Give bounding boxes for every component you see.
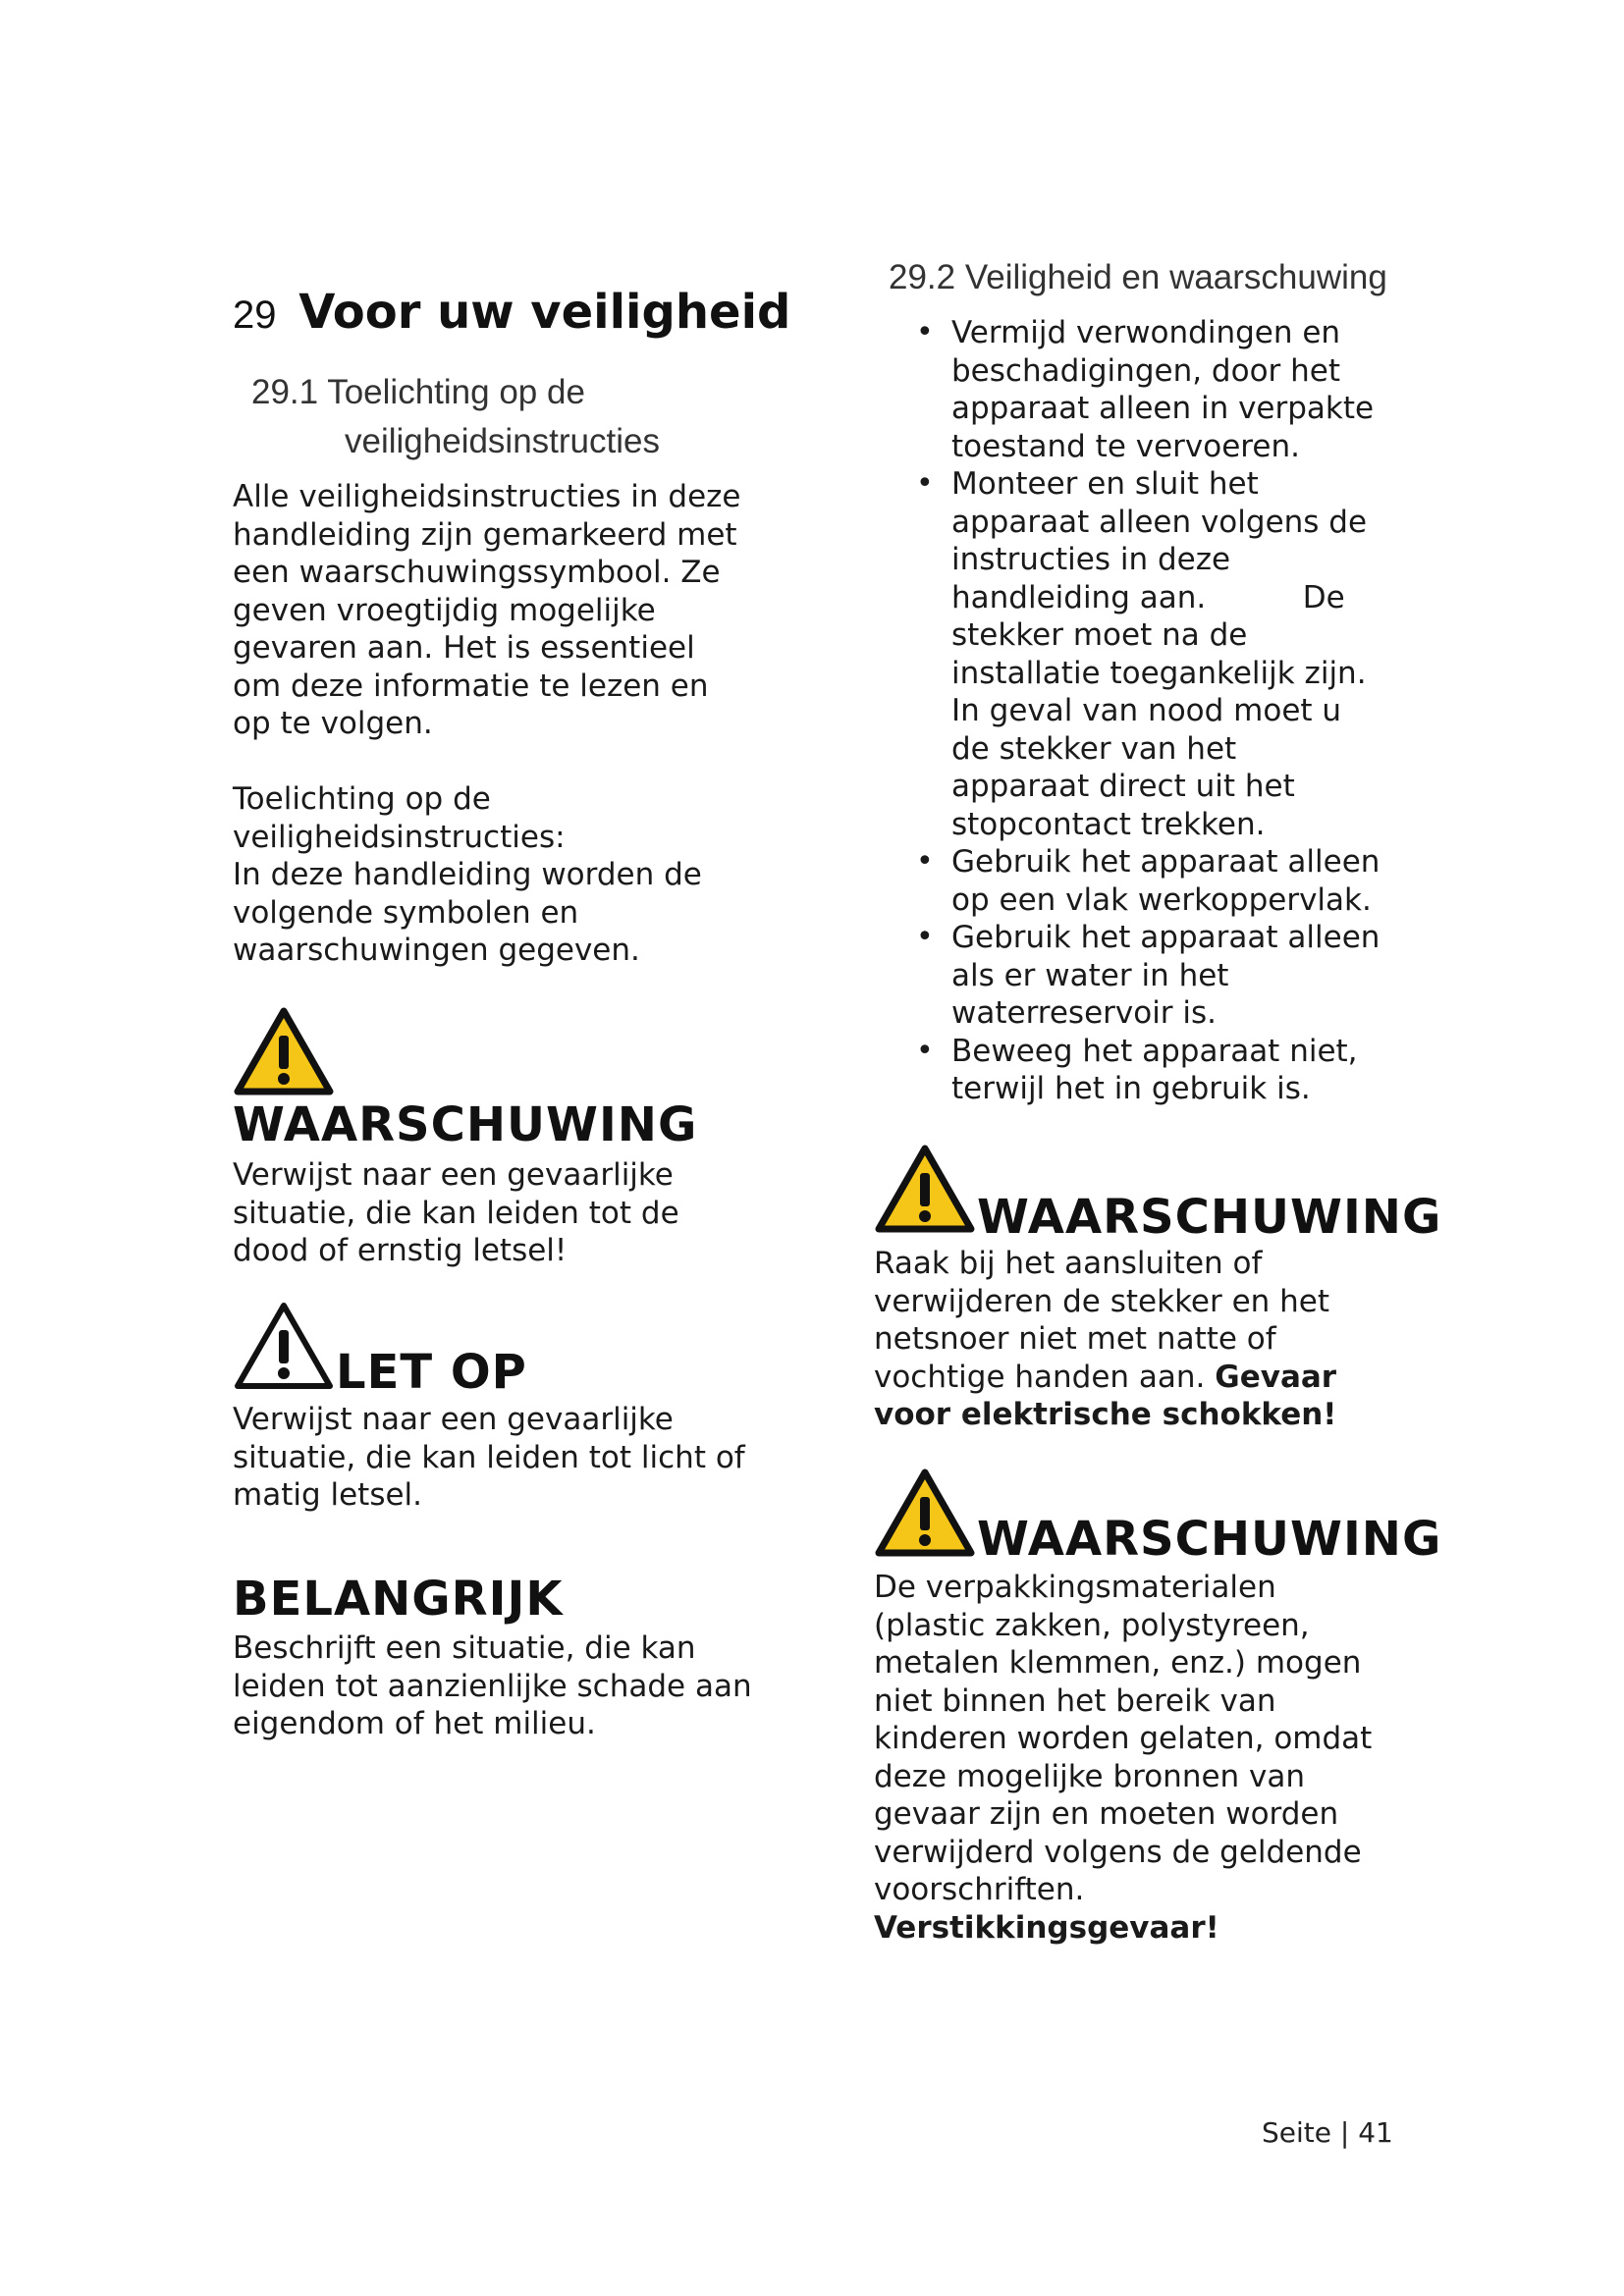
bullet-item: • Gebruik het apparaat alleen als er water in het waterreservoir is. — [889, 919, 1438, 1033]
subsection-heading — [251, 368, 660, 466]
bullet-item: • Beweeg het apparaat niet, terwijl het in gebruik is. — [889, 1033, 1438, 1108]
caution-description: Verwijst naar een gevaarlijke situatie, die kan leiden tot licht of matig letsel. — [233, 1402, 745, 1513]
intro-paragraph: Alle veiligheidsinstructies in deze handleiding zijn gemarkeerd met een waarschuwingssymbool. Ze geven vroegtijdig mogelijke gevaren aan. Het is essentieel om deze informatie te lezen en op te volgen. — [233, 479, 741, 741]
safety-bullet-list — [889, 314, 1438, 1108]
footer-label: Seite — [1262, 2116, 1331, 2149]
warning-1-description: Raak bij het aansluiten of verwijderen de stekker en het netsnoer niet met natte of vochtige handen aan. Gevaar voor elektrische schokken! — [874, 1246, 1337, 1432]
important-description: Beschrijft een situatie, die kan leiden tot aanzienlijke schade aan eigendom of het milieu. — [233, 1630, 752, 1741]
bullet-item: • Vermijd verwondingen en beschadigingen, door het apparaat alleen in verpakte toestand te vervoeren. — [889, 314, 1438, 465]
important-title: BELANGRIJK — [233, 1572, 564, 1627]
subsection-number: 29.1 — [251, 373, 319, 411]
warning-description: Verwijst naar een gevaarlijke situatie, die kan leiden tot de dood of ernstig letsel! — [233, 1157, 679, 1268]
warning-2-description: De verpakkingsmaterialen (plastic zakken, polystyreen, metalen klemmen, enz.) mogen niet binnen het bereik van kinderen worden gelaten, omdat deze mogelijke bronnen van gevaar zijn en moeten worden verwijderd volgens de geldende voorschriften. Verstikkingsgevaar! — [874, 1570, 1373, 1946]
warning-2-title: WAARSCHUWING — [977, 1512, 1442, 1567]
warning-triangle-yellow-icon — [233, 1006, 335, 1096]
caution-triangle-outline-icon — [233, 1301, 335, 1391]
page-number: 41 — [1358, 2116, 1393, 2149]
warning-triangle-yellow-icon — [874, 1144, 976, 1234]
section-title: Voor uw veiligheid — [298, 285, 791, 340]
subsection-title-line1: Toelichting op de — [327, 373, 585, 411]
warning-1-title: WAARSCHUWING — [977, 1190, 1442, 1245]
section-number: 29 — [233, 294, 277, 337]
explain-paragraph: Toelichting op de veiligheidsinstructies: In deze handleiding worden de volgende symbolen en waarschuwingen gegeven. — [233, 781, 702, 968]
warning-title: WAARSCHUWING — [233, 1097, 698, 1152]
subsection-title-line2: veiligheidsinstructies — [345, 422, 660, 460]
footer-separator: | — [1339, 2116, 1350, 2149]
warning-triangle-yellow-icon — [874, 1468, 976, 1558]
subsection-heading-29-2: 29.2 Veiligheid en waarschuwing — [889, 258, 1387, 296]
bullet-item: • Monteer en sluit het apparaat alleen volgens de instructies in deze handleiding aan. De stekker moet na de installatie toegankelijk zijn. In geval van nood moet u de stekker van het apparaat direct uit het stopcontact trekken. — [889, 465, 1438, 843]
bullet-item: • Gebruik het apparaat alleen op een vlak werkoppervlak. — [889, 843, 1438, 919]
section-heading — [233, 285, 790, 340]
caution-title: LET OP — [336, 1345, 527, 1400]
page-footer — [1262, 2116, 1393, 2149]
